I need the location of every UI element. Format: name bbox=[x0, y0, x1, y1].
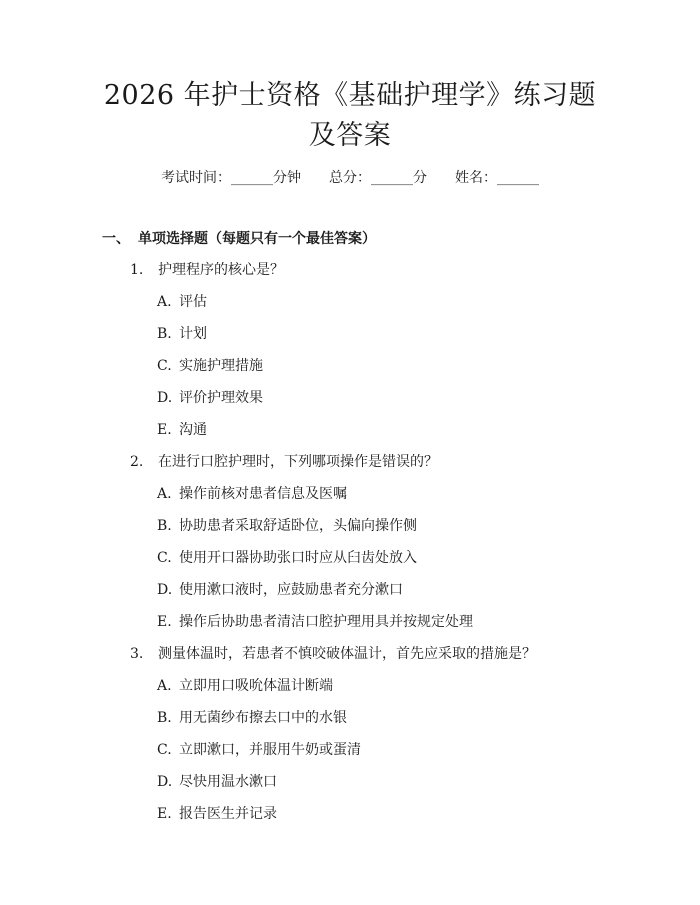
question-2-option-a bbox=[157, 484, 347, 504]
question-2-option-b bbox=[157, 516, 417, 536]
section-heading bbox=[102, 229, 376, 249]
option-text: 操作前核对患者信息及医嘱 bbox=[179, 486, 347, 502]
option-text: 实施护理措施 bbox=[179, 358, 263, 374]
option-letter: E. bbox=[157, 806, 172, 822]
question-1-option-b bbox=[157, 324, 207, 344]
question-3-option-e bbox=[157, 804, 277, 824]
section-number: 一、 bbox=[102, 231, 130, 247]
page-title: 2026 年护士资格《基础护理学》练习题及答案 bbox=[103, 80, 597, 151]
question-3-option-d bbox=[157, 772, 277, 792]
question-1-option-d bbox=[157, 388, 263, 408]
option-letter: B. bbox=[157, 326, 172, 342]
option-letter: D. bbox=[157, 390, 173, 406]
name-label: 姓名：______ bbox=[455, 170, 539, 186]
option-letter: A. bbox=[157, 294, 172, 310]
question-2 bbox=[130, 452, 438, 472]
option-text: 评估 bbox=[179, 294, 207, 310]
option-text: 使用开口器协助张口时应从臼齿处放入 bbox=[179, 550, 417, 566]
option-letter: E. bbox=[157, 614, 172, 630]
question-number: 3. bbox=[130, 646, 144, 662]
option-letter: B. bbox=[157, 710, 172, 726]
question-text: 在进行口腔护理时，下列哪项操作是错误的？ bbox=[158, 454, 438, 470]
option-letter: C. bbox=[157, 550, 172, 566]
option-text: 使用漱口液时，应鼓励患者充分漱口 bbox=[179, 582, 403, 598]
option-text: 报告医生并记录 bbox=[179, 806, 277, 822]
question-3-option-c bbox=[157, 740, 361, 760]
option-letter: C. bbox=[157, 742, 172, 758]
question-number: 2. bbox=[130, 454, 144, 470]
section-title: 单项选择题（每题只有一个最佳答案） bbox=[138, 231, 376, 247]
option-letter: D. bbox=[157, 774, 173, 790]
exam-time-label: 考试时间：______分钟 bbox=[161, 170, 301, 186]
question-3-option-a bbox=[157, 676, 333, 696]
option-letter: B. bbox=[157, 518, 172, 534]
question-2-option-e bbox=[157, 612, 473, 632]
question-number: 1. bbox=[130, 262, 144, 278]
option-text: 尽快用温水漱口 bbox=[179, 774, 277, 790]
option-text: 立即用口吸吮体温计断端 bbox=[179, 678, 333, 694]
option-letter: E. bbox=[157, 422, 172, 438]
question-1-option-a bbox=[157, 292, 207, 312]
option-text: 计划 bbox=[179, 326, 207, 342]
question-1-option-e bbox=[157, 420, 207, 440]
option-letter: A. bbox=[157, 486, 172, 502]
question-2-option-d bbox=[157, 580, 403, 600]
question-text: 护理程序的核心是？ bbox=[158, 262, 284, 278]
question-3-option-b bbox=[157, 708, 347, 728]
option-text: 用无菌纱布擦去口中的水银 bbox=[179, 710, 347, 726]
option-text: 沟通 bbox=[179, 422, 207, 438]
option-text: 立即漱口，并服用牛奶或蛋清 bbox=[179, 742, 361, 758]
question-text: 测量体温时，若患者不慎咬破体温计，首先应采取的措施是？ bbox=[158, 646, 536, 662]
question-2-option-c bbox=[157, 548, 417, 568]
option-letter: D. bbox=[157, 582, 173, 598]
question-1-option-c bbox=[157, 356, 263, 376]
question-3 bbox=[130, 644, 536, 664]
total-score-label: 总分：______分 bbox=[329, 170, 427, 186]
option-text: 协助患者采取舒适卧位，头偏向操作侧 bbox=[179, 518, 417, 534]
exam-info bbox=[0, 168, 700, 188]
option-text: 评价护理效果 bbox=[179, 390, 263, 406]
option-text: 操作后协助患者清洁口腔护理用具并按规定处理 bbox=[179, 614, 473, 630]
question-1 bbox=[130, 260, 284, 280]
option-letter: A. bbox=[157, 678, 172, 694]
option-letter: C. bbox=[157, 358, 172, 374]
